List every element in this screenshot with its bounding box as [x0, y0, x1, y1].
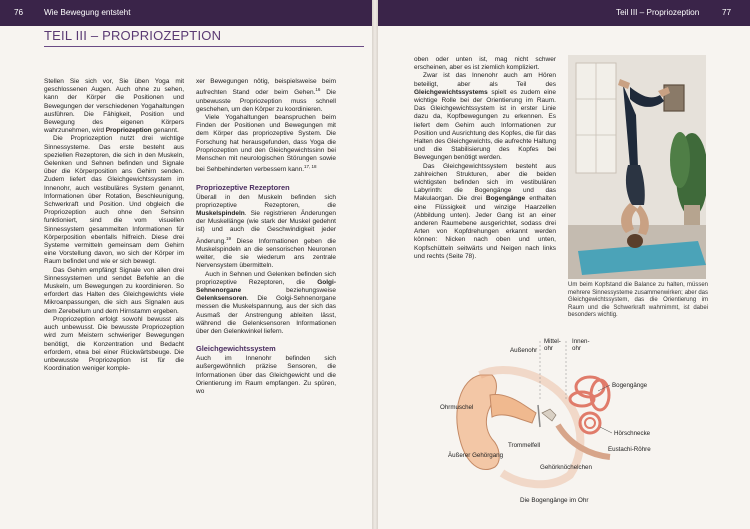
label-innenohr: Innen-ohr [572, 338, 590, 352]
photo-caption: Um beim Kopfstand die Balance zu halten, müssen mehrere Sinnessysteme zusammenwirken; aber das Gleichgewichtssystem, das die Orientierung im Raum und die Schwerkraft wahrnimmt, ist dabei besonders wichtig. [568, 282, 708, 318]
paragraph: oben oder unten ist, mag nicht schwer erscheinen, aber es ist ziemlich kompliziert. [414, 56, 556, 72]
paragraph: Viele Yogahaltungen beanspruchen beim Finden der Positionen und Bewegungen mit dem Körper das propriozeptive System. Die Forschung hat herausgefunden, dass Yoga die Propriozeption und den Gleichgewichtssinn bei Menschen mit neurologischen Störungen sowie bei Sehbehinderten verbessern kann.$^{17, 18}$ [196, 113, 336, 174]
paragraph: Das Gleichgewichtssystem besteht aus zahlreichen Strukturen, aber die beiden wichtigsten befinden sich im vestibulären Labyrinth: die Bogengänge und das Makulaorgan. Die drei Bogengänge enthalten eine Flüssigkeit und winzige Haarzellen (Abbildung unten). Jeder Gang ist an einer anderen Raumebene ausgerichtet, sodass drei Arten von Kopfdrehungen erkannt werden können: Nicken nach oben und unten, Kopfschütteln seitwärts und Neigen nach links und rechts (Seite 78). [414, 162, 556, 260]
right-header-bar [378, 0, 750, 26]
paragraph: Die Propriozeption nutzt drei wichtige Sinnessysteme. Das erste besteht aus speziellen Rezeptoren, die sich in den Muskeln, Gelenken und Sehnen befinden und Signale über die Körperposition ans Gehirn senden. Zudem liefert das Gleichgewichtssystem im Innenohr, auch vestibuläres System genannt, Informationen über Rotation, Beschleunigung, Schwerkraft und Position. Und obgleich die Propriozeption auch ohne den Sehsinn funktioniert, sind die vom visuellen Sinnessystem gesammelten Informationen für Körperposition ebenfalls hilfreich. Diese drei Systeme vermitteln gemeinsam dem Gehirn eine Vorstellung davon, wo sich der Körper im Raum befindet und wie er sich bewegt. [44, 135, 184, 266]
label-mittelohr: Mittel-ohr [544, 338, 561, 352]
ear-diagram-caption: Die Bogengänge im Ohr [520, 497, 589, 504]
eardrum [538, 405, 540, 427]
paragraph: Propriozeption erfolgt sowohl bewusst als auch unbewusst. Die bewusste Propriozeption wird zum Meistern schwieriger Bewegungen benötigt, die Konzentration und Bedacht erfordern, etwa bei einer Rückwärtsbeuge. Die unbewusste Propriozeption ist für die Koordination weniger komple- [44, 315, 184, 373]
text-column-1 [44, 78, 184, 373]
text-column-2 [196, 78, 336, 396]
paragraph: Das Gehirn empfängt Signale von allen drei Sinnessystemen und sendet Befehle an die Muskeln, um Bewegungen zu koordinieren. So erfordert das Halten des Gleichgewichts viele Mikroanpassungen, die sich aus Signalen aus dem Zerebellum und dem Hirnstamm ergeben. [44, 266, 184, 315]
text-column-3 [414, 56, 556, 261]
left-running-title: Wie Bewegung entsteht [44, 8, 131, 17]
right-page-number: 77 [722, 8, 732, 17]
label-gehoerknoechelchen: Gehörknöchelchen [540, 464, 592, 471]
label-hoerschnecke: Hörschnecke [614, 430, 651, 437]
label-trommelfell: Trommelfell [508, 442, 541, 449]
subheading-gleichgewicht: Gleichgewichtssystem [196, 344, 276, 354]
paragraph: Auch im Innenohr befinden sich außergewöhnlich präzise Sensoren, die Informationen über das Gleichgewicht und die Orientierung im Raum empfangen. Zu spüren, wo [196, 355, 336, 395]
headstand-photo [568, 55, 706, 279]
term-propriozeption: Propriozeption [105, 127, 152, 135]
label-bogengaenge: Bogengänge [612, 382, 648, 389]
paragraph: Stellen Sie sich vor, Sie üben Yoga mit geschlossenen Augen. Auch ohne zu sehen, kann der Körper die Positionen und Bewegungen der verschiedenen Yogahaltungen ausführen. Die Fähigkeit, Position und Bewegung des eigenen Körpers wahrzunehmen, wird Propriozeption genannt. [44, 78, 184, 135]
label-aussenohr: Außenohr [510, 347, 538, 354]
left-page-number: 76 [14, 8, 24, 17]
label-gehoergang: Äußerer Gehörgang [448, 452, 504, 459]
label-eustachi: Eustachi-Röhre [608, 446, 651, 453]
subheading-rezeptoren: Propriozeptive Rezeptoren [196, 182, 290, 192]
paragraph: Zwar ist das Innenohr auch am Hören beteiligt, aber als Teil des Gleichgewichtssystems spielt es zudem eine wichtige Rolle bei der Orientierung im Raum. Das Gleichgewichtssystem ist in erster Linie dazu da, Kopfbewegungen zu erkennen. Es liefert dem Gehirn auch Informationen zur Position und Ausrichtung des Kopfes, die für das Halten des Gleichgewichts, die aufrechte Haltung und die Stabilisierung des Kopfes bei Bewegungen benötigt werden. [414, 72, 556, 162]
right-running-title: Teil III – Propriozeption [616, 8, 700, 17]
ear-diagram [440, 335, 660, 495]
label-ohrmuschel: Ohrmuschel [440, 404, 474, 411]
chapter-title: TEIL III – PROPRIOZEPTION [44, 28, 222, 43]
paragraph: Auch in Sehnen und Gelenken befinden sich propriozeptive Rezeptoren, die Golgi-Sehnenorgane beziehungsweise Gelenksensoren. Die Golgi-Sehnenorgane messen die Muskelspannung, aus der sich das Ausmaß der Anstrengung ableiten lässt, während die Gelenksensoren Informationen über den Gelenkwinkel liefern. [196, 270, 336, 335]
left-header-bar [0, 0, 372, 26]
paragraph: Überall in den Muskeln befinden sich propriozeptive Rezeptoren, die Muskelspindeln. Sie registrieren Änderungen der Muskellänge (wie stark der Muskel gedehnt ist) und auch die Geschwindigkeit jeder Änderung.$^{19}$ Diese Informationen geben die Muskelspindeln an die sensorischen Neuronen weiter, die sie wiederum ans zentrale Nervensystem übermitteln. [196, 193, 336, 270]
gutter [372, 0, 378, 529]
paragraph: xer Bewegungen nötig, beispielsweise beim aufrechten Stand oder beim Gehen.$^{16}$ Die unbewusste Propriozeption muss schnell geschehen, um den Körper zu koordinieren. [196, 78, 336, 113]
title-rule [44, 46, 364, 47]
